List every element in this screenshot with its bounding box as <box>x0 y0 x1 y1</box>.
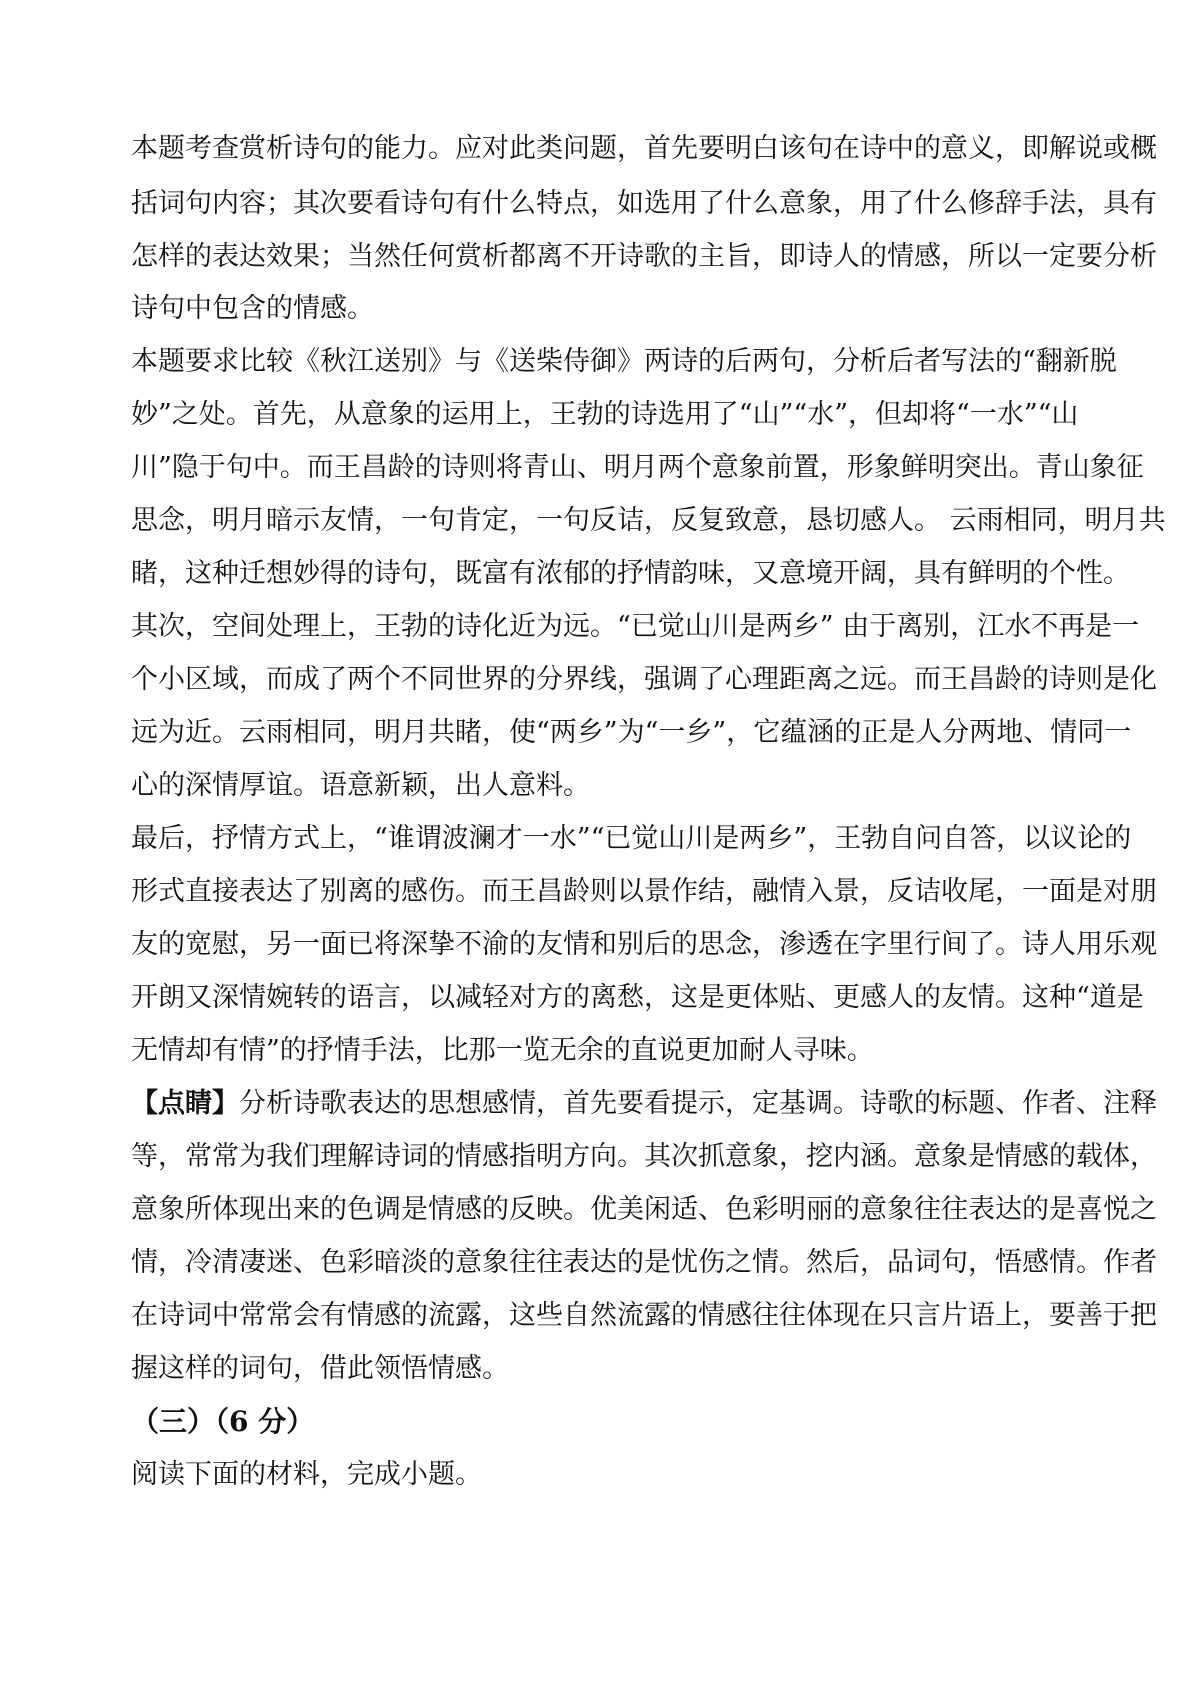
analysis-p1-line-1: 本题考查赏析诗句的能力。应对此类问题，首先要明白该句在诗中的意义，即解说或概 <box>131 133 1157 164</box>
analysis-p3-line-3: 远为近。云雨相同，明月共睹，使“两乡”为“一乡”，它蕴涵的正是人分两地、情同一 <box>131 717 1132 748</box>
tip-line-5: 在诗词中常常会有情感的流露，这些自然流露的情感往往体现在只言片语上，要善于把 <box>131 1300 1157 1331</box>
section-instruction: 阅读下面的材料，完成小题。 <box>131 1459 482 1490</box>
analysis-p4-line-2: 形式直接表达了别离的感伤。而王昌龄则以景作结，融情入景，反诘收尾，一面是对朋 <box>131 876 1157 907</box>
analysis-p4-line-5: 无情却有情”的抒情手法，比那一览无余的直说更加耐人寻味。 <box>131 1035 874 1066</box>
analysis-p2-line-4: 思念，明月暗示友情，一句肯定，一句反诘，反复致意，恳切感人。 云雨相同，明月共 <box>131 505 1166 536</box>
tip-line-1 <box>131 1087 1157 1121</box>
tip-line-1-text: 分析诗歌表达的思想感情，首先要看提示，定基调。诗歌的标题、作者、注释 <box>239 1088 1157 1119</box>
section-heading: （三）（6 分） <box>131 1405 315 1438</box>
analysis-p2-line-1: 本题要求比较《秋江送别》与《送柴侍御》两诗的后两句，分析后者写法的“翻新脱 <box>131 346 1117 377</box>
tip-line-4: 情，冷清凄迷、色彩暗淡的意象往往表达的是忧伤之情。然后，品词句，悟感情。作者 <box>131 1247 1157 1278</box>
analysis-p1-line-2: 括词句内容；其次要看诗句有什么特点，如选用了什么意象，用了什么修辞手法，具有 <box>131 188 1157 219</box>
analysis-p2-line-2: 妙”之处。首先，从意象的运用上，王勃的诗选用了“山”“水”，但却将“一水”“山 <box>131 399 1079 430</box>
tip-line-3: 意象所体现出来的色调是情感的反映。优美闲适、色彩明丽的意象往往表达的是喜悦之 <box>131 1194 1157 1225</box>
analysis-p2-line-3: 川”隐于句中。而王昌龄的诗则将青山、明月两个意象前置，形象鲜明突出。青山象征 <box>131 452 1144 483</box>
tip-line-2: 等，常常为我们理解诗词的情感指明方向。其次抓意象，挖内涵。意象是情感的载体， <box>131 1141 1157 1172</box>
analysis-p1-line-4: 诗句中包含的情感。 <box>131 293 374 324</box>
analysis-p4-line-4: 开朗又深情婉转的语言，以减轻对方的离愁，这是更体贴、更感人的友情。这种“道是 <box>131 982 1144 1013</box>
tip-line-6: 握这样的词句，借此领悟情感。 <box>131 1353 509 1384</box>
analysis-p3-line-4: 心的深情厚谊。语意新颖，出人意料。 <box>131 770 590 801</box>
analysis-p3-line-2: 个小区域，而成了两个不同世界的分界线，强调了心理距离之远。而王昌龄的诗则是化 <box>131 664 1157 695</box>
analysis-p4-line-1: 最后，抒情方式上，“谁谓波澜才一水”“已觉山川是两乡”，王勃自问自答，以议论的 <box>131 823 1132 854</box>
analysis-p4-line-3: 友的宽慰，另一面已将深挚不渝的友情和别后的思念，渗透在字里行间了。诗人用乐观 <box>131 929 1157 960</box>
analysis-p2-line-5: 睹，这种迁想妙得的诗句，既富有浓郁的抒情韵味，又意境开阔，具有鲜明的个性。 <box>131 558 1130 589</box>
tip-label: 【点睛】 <box>131 1088 239 1119</box>
analysis-p3-line-1: 其次，空间处理上，王勃的诗化近为远。“已觉山川是两乡” 由于离别，江水不再是一 <box>131 611 1140 642</box>
analysis-p1-line-3: 怎样的表达效果；当然任何赏析都离不开诗歌的主旨，即诗人的情感，所以一定要分析 <box>131 241 1157 272</box>
